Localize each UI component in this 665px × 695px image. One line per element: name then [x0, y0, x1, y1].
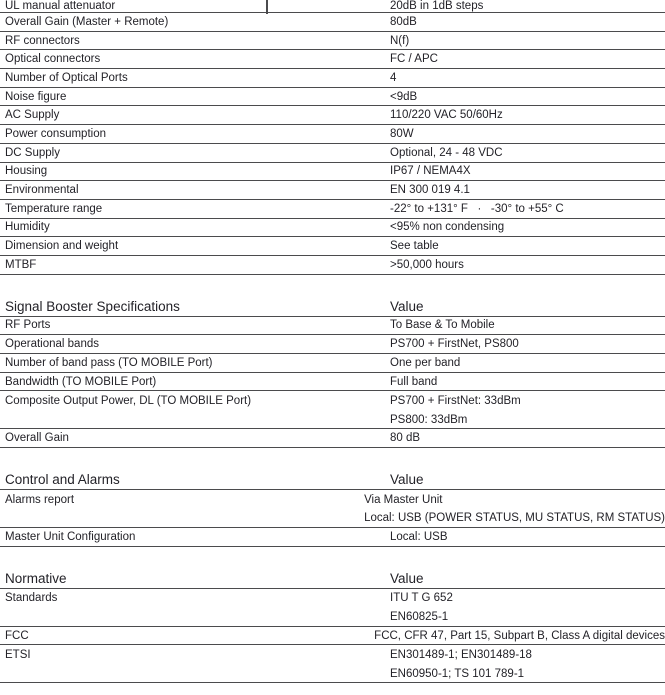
spec-value: 20dB in 1dB steps — [390, 0, 484, 12]
spec-value: EN 300 019 4.1 — [390, 184, 470, 197]
spec-value-cell — [374, 627, 665, 645]
spec-value-cell — [390, 144, 665, 162]
spec-value-cell — [390, 354, 665, 372]
spec-label: FCC — [5, 629, 29, 642]
spec-label-cell — [0, 144, 390, 162]
spec-label-cell — [0, 627, 374, 645]
spec-label-cell — [0, 237, 390, 255]
spec-label-cell — [0, 69, 390, 87]
spec-label-cell — [0, 50, 390, 68]
spec-row — [0, 50, 665, 69]
spec-value: 110/220 VAC 50/60Hz — [390, 109, 503, 122]
spec-value: To Base & To Mobile — [390, 319, 495, 332]
spec-label-cell — [0, 32, 390, 50]
spec-label: Bandwidth (TO MOBILE Port) — [5, 375, 157, 388]
spec-value-cell — [390, 589, 665, 626]
spec-label: Dimension and weight — [5, 240, 119, 253]
spec-label: Alarms report — [5, 493, 75, 506]
spec-row — [0, 163, 665, 182]
section-value-column-title: Value — [390, 298, 424, 314]
spec-row — [0, 256, 665, 275]
spec-value-cell — [390, 429, 665, 447]
spec-value-cell — [390, 256, 665, 274]
section-normative — [0, 566, 665, 684]
spec-row — [0, 237, 665, 256]
spec-value: Optional, 24 - 48 VDC — [390, 146, 503, 159]
spec-value-cell — [364, 490, 665, 527]
spec-value-cell — [390, 237, 665, 255]
spec-value: See table — [390, 240, 439, 253]
spec-label: Master Unit Configuration — [5, 530, 136, 543]
spec-value-cell — [390, 163, 665, 181]
spec-label: Overall Gain — [5, 432, 69, 445]
section-header — [0, 467, 665, 490]
spec-label: Overall Gain (Master + Remote) — [5, 15, 169, 28]
section-title: Signal Booster Specifications — [5, 298, 180, 314]
spec-label: Power consumption — [5, 127, 106, 140]
section-header — [0, 294, 665, 317]
spec-value: >50,000 hours — [390, 258, 464, 271]
spec-value: PS700 + FirstNet, PS800 — [390, 338, 519, 351]
section-title: Control and Alarms — [5, 472, 120, 488]
spec-value: 4 — [390, 71, 397, 84]
spec-value-cell — [390, 181, 665, 199]
spec-label: ETSI — [5, 649, 31, 662]
spec-label: Number of band pass (TO MOBILE Port) — [5, 356, 213, 369]
spec-value: 80dB — [390, 15, 417, 28]
spec-value-cell — [390, 13, 665, 31]
spec-value-cell — [390, 219, 665, 237]
spec-value: One per band — [390, 356, 461, 369]
spec-value: <9dB — [390, 90, 418, 103]
spec-row — [0, 317, 665, 336]
spec-label-cell — [0, 163, 390, 181]
spec-value: Via Master Unit — [364, 493, 443, 506]
spec-label-cell — [0, 88, 390, 106]
spec-value-cell — [390, 106, 665, 124]
section-value-column-title: Value — [390, 472, 424, 488]
spec-label: Temperature range — [5, 202, 103, 215]
table-column-border-fragment — [266, 0, 268, 14]
spec-value-cell — [390, 528, 665, 546]
spec-label-cell — [0, 391, 390, 428]
spec-value-cell — [390, 32, 665, 50]
spec-label-cell — [0, 256, 390, 274]
spec-value-cell — [390, 391, 665, 428]
spec-label: Optical connectors — [5, 53, 101, 66]
spec-row — [0, 32, 665, 51]
spec-label: Number of Optical Ports — [5, 71, 128, 84]
spec-label-cell — [0, 0, 390, 12]
spec-row — [0, 200, 665, 219]
spec-label-cell — [0, 528, 390, 546]
spec-label-cell — [0, 219, 390, 237]
spec-label: DC Supply — [5, 146, 60, 159]
spec-label-cell — [0, 354, 390, 372]
spec-value-cell — [390, 88, 665, 106]
spec-row — [0, 589, 665, 627]
spec-row — [0, 219, 665, 238]
spec-label: Housing — [5, 165, 48, 178]
spec-label: Humidity — [5, 221, 50, 234]
spec-label-cell — [0, 490, 364, 527]
spec-value-cell — [390, 373, 665, 391]
spec-label-cell — [0, 645, 390, 682]
spec-label: Environmental — [5, 184, 79, 197]
spec-label-cell — [0, 335, 390, 353]
spec-label: MTBF — [5, 258, 37, 271]
spec-value-cell — [390, 125, 665, 143]
spec-label-cell — [0, 125, 390, 143]
spec-label-cell — [0, 317, 390, 335]
spec-label: UL manual attenuator — [5, 0, 116, 12]
spec-value-cell — [390, 50, 665, 68]
section-general-specifications-continued — [0, 0, 665, 275]
spec-value-cell — [390, 645, 665, 682]
section-title: Normative — [5, 570, 67, 586]
spec-value: <95% non condensing — [390, 221, 505, 234]
spec-row — [0, 627, 665, 646]
spec-label: RF connectors — [5, 34, 80, 47]
spec-label: Standards — [5, 592, 58, 605]
spec-row — [0, 0, 665, 13]
spec-value: 80 dB — [390, 432, 421, 445]
spec-value: Local: USB (POWER STATUS, MU STATUS, RM STATUS) — [364, 512, 665, 525]
spec-value: EN60950-1; TS 101 789-1 — [390, 667, 525, 680]
spec-value: EN60825-1 — [390, 610, 449, 623]
section-header — [0, 566, 665, 589]
spec-label: Operational bands — [5, 338, 99, 351]
spec-value-cell — [390, 335, 665, 353]
spec-row — [0, 181, 665, 200]
spec-value: FCC, CFR 47, Part 15, Subpart B, Class A digital devices — [374, 629, 665, 642]
spec-value-cell — [390, 200, 665, 218]
spec-label: AC Supply — [5, 109, 60, 122]
spec-label-cell — [0, 200, 390, 218]
spec-label: Composite Output Power, DL (TO MOBILE Port) — [5, 395, 252, 408]
spec-row — [0, 429, 665, 448]
spec-row — [0, 528, 665, 547]
spec-value: N(f) — [390, 34, 410, 47]
spec-value: EN301489-1; EN301489-18 — [390, 649, 532, 662]
spec-row — [0, 13, 665, 32]
spec-row — [0, 391, 665, 429]
spec-row — [0, 88, 665, 107]
spec-value-cell — [390, 317, 665, 335]
spec-label-cell — [0, 106, 390, 124]
spec-row — [0, 645, 665, 683]
section-value-column-title: Value — [390, 570, 424, 586]
spec-label-cell — [0, 429, 390, 447]
spec-row — [0, 144, 665, 163]
spec-value: 80W — [390, 127, 414, 140]
spec-value: Local: USB — [390, 530, 448, 543]
section-control-and-alarms — [0, 467, 665, 547]
spec-value-cell — [390, 0, 665, 12]
spec-label-cell — [0, 373, 390, 391]
section-signal-booster-specifications — [0, 294, 665, 448]
spec-value: Full band — [390, 375, 438, 388]
spec-label: RF Ports — [5, 319, 51, 332]
spec-row — [0, 106, 665, 125]
spec-value: -22° to +131° F · -30° to +55° C — [390, 202, 564, 215]
spec-row — [0, 335, 665, 354]
spec-value-cell — [390, 69, 665, 87]
spec-label-cell — [0, 589, 390, 626]
spec-row — [0, 373, 665, 392]
spec-value: FC / APC — [390, 53, 438, 66]
spec-label-cell — [0, 181, 390, 199]
spec-row — [0, 490, 665, 528]
spec-label-cell — [0, 13, 390, 31]
spec-value: PS700 + FirstNet: 33dBm — [390, 395, 521, 408]
spec-value: IP67 / NEMA4X — [390, 165, 471, 178]
spec-label: Noise figure — [5, 90, 67, 103]
spec-row — [0, 354, 665, 373]
spec-value: PS800: 33dBm — [390, 413, 468, 426]
spec-row — [0, 69, 665, 88]
spec-value: ITU T G 652 — [390, 592, 453, 605]
spec-row — [0, 125, 665, 144]
